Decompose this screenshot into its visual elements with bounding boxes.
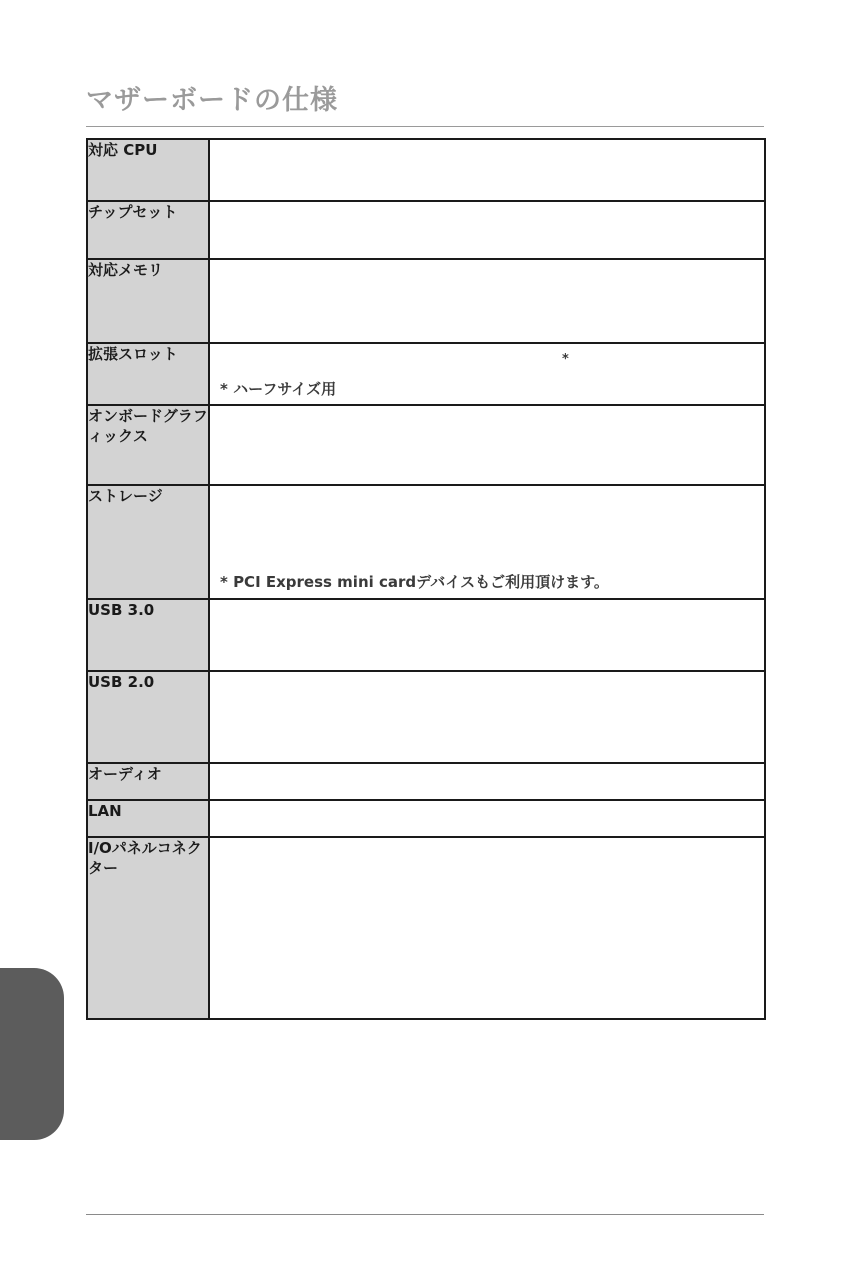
row-value-io-panel bbox=[209, 837, 765, 1019]
title-divider bbox=[86, 126, 764, 127]
row-value-memory bbox=[209, 259, 765, 343]
row-label-memory: 対応メモリ bbox=[87, 259, 209, 343]
table-row bbox=[87, 485, 765, 599]
row-value-storage bbox=[209, 485, 765, 599]
row-value-lan bbox=[209, 800, 765, 837]
row-label-expansion-slots: 拡張スロット bbox=[87, 343, 209, 405]
table-row bbox=[87, 800, 765, 837]
table-row bbox=[87, 671, 765, 763]
row-label-cpu: 対応 CPU bbox=[87, 139, 209, 201]
footnote-marker: * bbox=[562, 352, 569, 367]
storage-note: * PCI Express mini cardデバイスもご利用頂けます。 bbox=[220, 573, 609, 591]
row-label-storage: ストレージ bbox=[87, 485, 209, 599]
table-row bbox=[87, 343, 765, 405]
expansion-note: * ハーフサイズ用 bbox=[220, 380, 337, 398]
row-label-audio: オーディオ bbox=[87, 763, 209, 800]
row-value-chipset bbox=[209, 201, 765, 259]
row-value-onboard-graphics bbox=[209, 405, 765, 485]
table-row bbox=[87, 201, 765, 259]
table-row bbox=[87, 259, 765, 343]
table-row bbox=[87, 405, 765, 485]
footer-divider bbox=[86, 1214, 764, 1215]
row-label-io-panel: I/Oパネルコネクター bbox=[87, 837, 209, 1019]
chapter-side-tab bbox=[0, 968, 64, 1140]
row-label-lan: LAN bbox=[87, 800, 209, 837]
row-value-expansion-slots bbox=[209, 343, 765, 405]
table-row bbox=[87, 599, 765, 671]
spec-table bbox=[86, 138, 766, 1020]
row-label-usb3: USB 3.0 bbox=[87, 599, 209, 671]
table-row bbox=[87, 837, 765, 1019]
row-value-usb2 bbox=[209, 671, 765, 763]
table-row bbox=[87, 139, 765, 201]
table-row bbox=[87, 763, 765, 800]
row-label-chipset: チップセット bbox=[87, 201, 209, 259]
row-label-usb2: USB 2.0 bbox=[87, 671, 209, 763]
page-title: マザーボードの仕様 bbox=[86, 85, 338, 116]
row-label-onboard-graphics: オンボードグラフィックス bbox=[87, 405, 209, 485]
row-value-cpu bbox=[209, 139, 765, 201]
row-value-usb3 bbox=[209, 599, 765, 671]
row-value-audio bbox=[209, 763, 765, 800]
